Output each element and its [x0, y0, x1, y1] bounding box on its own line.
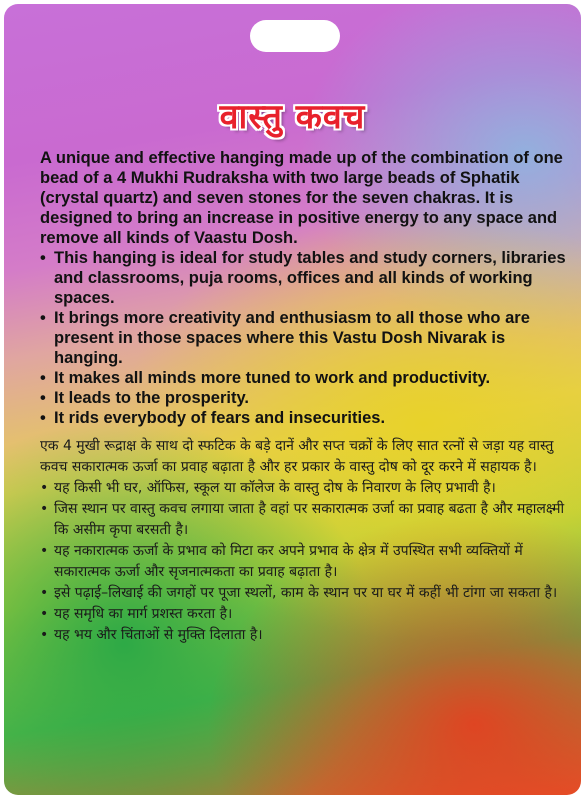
- hindi-bullet: • यह भय और चिंताओं से मुक्ति दिलाता है।: [40, 625, 572, 646]
- hindi-bullet-list: [40, 478, 572, 646]
- english-intro: A unique and effective hanging made up of the combination of one bead of a 4 Mukhi Rudraksha with two large beads of Sphatik (crystal quartz) and seven stones for the seven chakras. It is designed to bring an increase in positive energy to any space and remove all kinds of Vaastu Dosh.: [40, 149, 563, 247]
- hindi-bullet: • जिस स्थान पर वास्तु कवच लगाया जाता है वहां पर सकारात्मक उर्जा का प्रवाह बढता है और महालक्ष्मी कि असीम कृपा बरसती है।: [40, 499, 572, 541]
- hindi-bullet: • यह समृधि का मार्ग प्रशस्त करता है।: [40, 604, 572, 625]
- hang-hole: [250, 20, 340, 52]
- vastu-kavach-card: [4, 4, 581, 795]
- english-bullet: • It makes all minds more tuned to work and productivity.: [40, 368, 570, 388]
- hindi-description: [40, 436, 572, 646]
- english-description: [40, 148, 570, 428]
- card-title: वास्तु कवच: [219, 97, 366, 137]
- english-bullet-list: [40, 248, 570, 428]
- hindi-bullet: • यह किसी भी घर, ऑफिस, स्कूल या कॉलेज के वास्तु दोष के निवारण के लिए प्रभावी है।: [40, 478, 572, 499]
- hindi-bullet: • इसे पढ़ाई–लिखाई की जगहों पर पूजा स्थलों, काम के स्थान पर या घर में कहीं भी टांगा जा सकता है।: [40, 583, 572, 604]
- hindi-bullet: • यह नकारात्मक ऊर्जा के प्रभाव को मिटा कर अपने प्रभाव के क्षेत्र में उपस्थित सभी व्यक्तियों में सकारात्मक ऊर्जा और सृजनात्मकता का प्रवाह बढ़ाता है।: [40, 541, 572, 583]
- hindi-intro: एक 4 मुखी रूद्राक्ष के साथ दो स्फटिक के बड़े दानें और सप्त चक्रों के लिए सात रत्नों से जड़ा यह वास्तु कवच सकारात्मक ऊर्जा का प्रवाह बढ़ाता है और हर प्रकार के वास्तु दोष को दूर करने में सहायक है।: [40, 438, 554, 475]
- english-bullet: • This hanging is ideal for study tables and study corners, libraries and classrooms, puja rooms, offices and all kinds of working spaces.: [40, 248, 570, 308]
- english-bullet: • It leads to the prosperity.: [40, 388, 570, 408]
- english-bullet: • It rids everybody of fears and insecurities.: [40, 408, 570, 428]
- english-bullet: • It brings more creativity and enthusiasm to all those who are present in those spaces where this Vastu Dosh Nivarak is hanging.: [40, 308, 570, 368]
